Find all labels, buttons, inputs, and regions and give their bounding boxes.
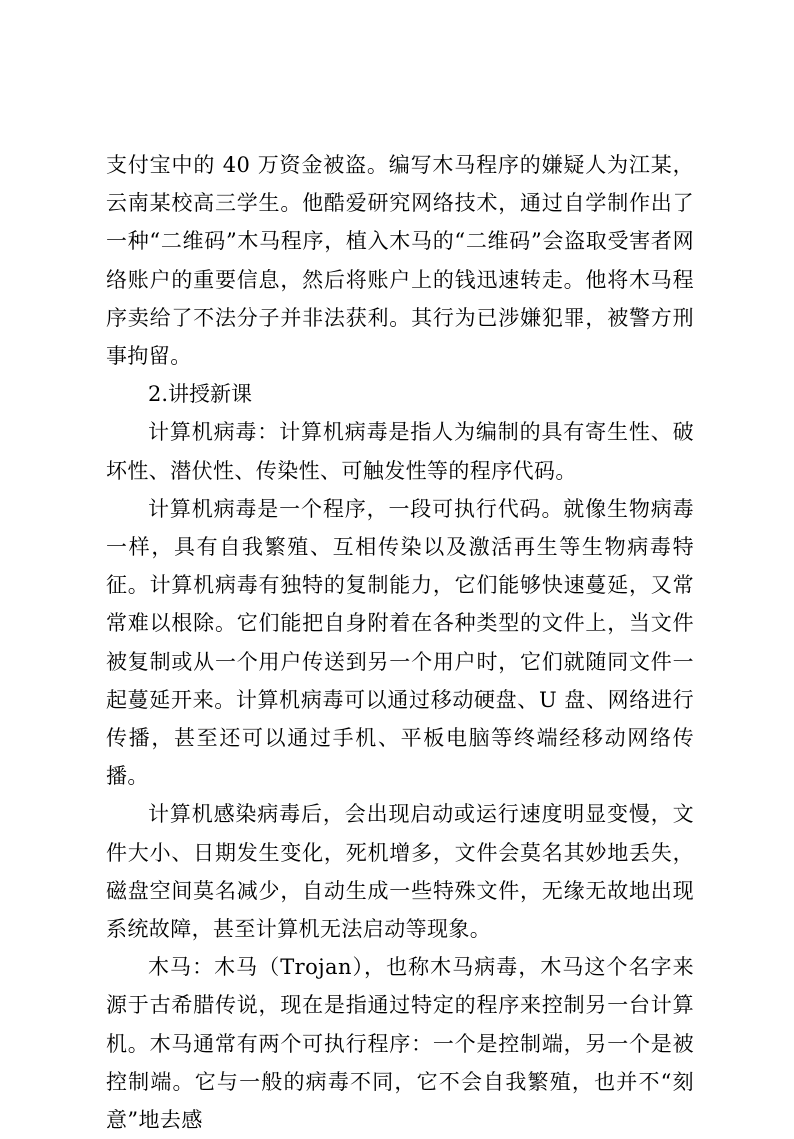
paragraph-infection-symptoms: 计算机感染病毒后，会出现启动或运行速度明显变慢，文件大小、日期发生变化，死机增多，文件会莫名其妙地丢失，磁盘空间莫名减少，自动生成一些特殊文件，无缘无故地出现系统故障，甚至计算机无法启动等现象。 [106,802,694,942]
paragraph-trojan-definition: 木马：木马（Trojan），也称木马病毒，木马这个名字来源于古希腊传说，现在是指通过特定的程序来控制另一台计算机。木马通常有两个可执行程序：一个是控制端，另一个是被控制端。它与一般的病毒不同，它不会自我繁殖，也并不“刻意”地去感 [106,955,694,1133]
paragraph-case-description: 支付宝中的 40 万资金被盗。编写木马程序的嫌疑人为江某，云南某校高三学生。他酷爱研究网络技术，通过自学制作出了一种“二维码”木马程序，植入木马的“二维码”会盗取受害者网络账户的重要信息，然后将账户上的钱迅速转走。他将木马程序卖给了不法分子并非法获利。其行为已涉嫌犯罪，被警方刑事拘留。 [106,153,694,369]
section-heading-new-lesson: 2.讲授新课 [148,382,253,407]
paragraph-virus-definition: 计算机病毒：计算机病毒是指人为编制的具有寄生性、破坏性、潜伏性、传染性、可触发性等的程序代码。 [106,420,694,483]
paragraph-virus-characteristics: 计算机病毒是一个程序，一段可执行代码。就像生物病毒一样，具有自我繁殖、互相传染以及激活再生等生物病毒特征。计算机病毒有独特的复制能力，它们能够快速蔓延，又常常难以根除。它们能把自身附着在各种类型的文件上，当文件被复制或从一个用户传送到另一个用户时，它们就随同文件一起蔓延开来。计算机病毒可以通过移动硬盘、U 盘、网络进行传播，甚至还可以通过手机、平板电脑等终端经移动网络传播。 [106,496,694,789]
document-page [106,146,694,1139]
